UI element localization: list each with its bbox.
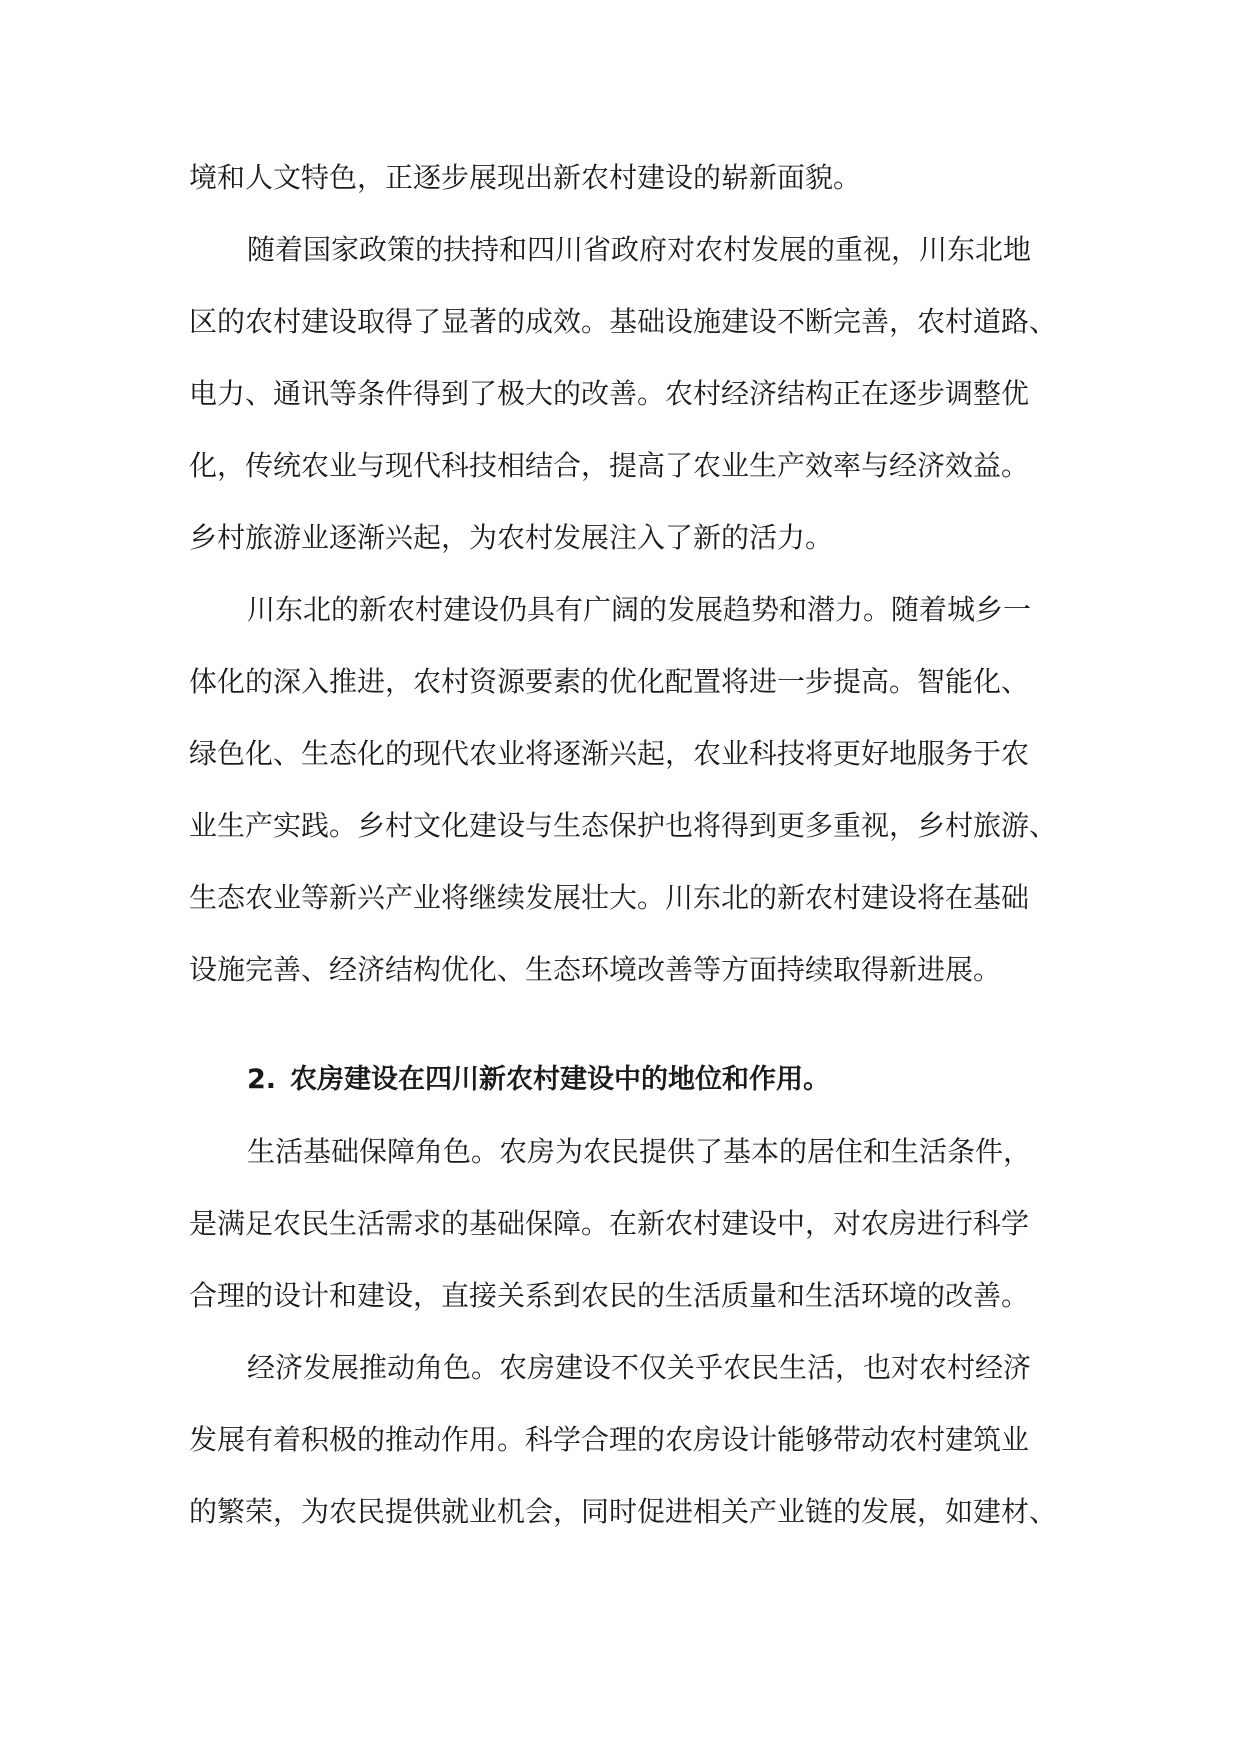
text-line: 绿色化、生态化的现代农业将逐渐兴起，农业科技将更好地服务于农 [189, 737, 1030, 770]
text-line: 发展有着积极的推动作用。科学合理的农房设计能够带动农村建筑业 [189, 1423, 1030, 1456]
text-line: 业生产实践。乡村文化建设与生态保护也将得到更多重视，乡村旅游、 [189, 809, 1058, 842]
text-line: 电力、通讯等条件得到了极大的改善。农村经济结构正在逐步调整优 [189, 377, 1030, 410]
text-line: 是满足农民生活需求的基础保障。在新农村建设中，对农房进行科学 [189, 1207, 1030, 1240]
paragraph-1 [189, 142, 1057, 214]
paragraph-5 [189, 1332, 1057, 1548]
text-line: 的繁荣，为农民提供就业机会，同时促进相关产业链的发展，如建材、 [189, 1495, 1058, 1528]
paragraph-2 [189, 214, 1057, 574]
text-line: 生态农业等新兴产业将继续发展壮大。川东北的新农村建设将在基础 [189, 881, 1030, 914]
section-number: 2. [247, 1064, 277, 1095]
section-title: 农房建设在四川新农村建设中的地位和作用。 [290, 1064, 831, 1095]
text-line: 随着国家政策的扶持和四川省政府对农村发展的重视，川东北地 [247, 233, 1032, 266]
paragraph-3 [189, 574, 1057, 1006]
text-line: 境和人文特色，正逐步展现出新农村建设的崭新面貌。 [189, 161, 862, 194]
text-line: 合理的设计和建设，直接关系到农民的生活质量和生活环境的改善。 [189, 1279, 1030, 1312]
text-line: 区的农村建设取得了显著的成效。基础设施建设不断完善，农村道路、 [189, 305, 1058, 338]
document-page [189, 142, 1057, 1548]
text-line: 经济发展推动角色。农房建设不仅关乎农民生活，也对农村经济 [247, 1351, 1032, 1384]
text-line: 川东北的新农村建设仍具有广阔的发展趋势和潜力。随着城乡一 [247, 593, 1032, 626]
text-line: 生活基础保障角色。农房为农民提供了基本的居住和生活条件， [247, 1135, 1032, 1168]
text-line: 乡村旅游业逐渐兴起，为农村发展注入了新的活力。 [189, 521, 834, 554]
text-line: 设施完善、经济结构优化、生态环境改善等方面持续取得新进展。 [189, 953, 1002, 986]
text-line: 体化的深入推进，农村资源要素的优化配置将进一步提高。智能化、 [189, 665, 1030, 698]
paragraph-4 [189, 1116, 1057, 1332]
text-line: 化，传统农业与现代科技相结合，提高了农业生产效率与经济效益。 [189, 449, 1030, 482]
section-heading [189, 1044, 1057, 1116]
